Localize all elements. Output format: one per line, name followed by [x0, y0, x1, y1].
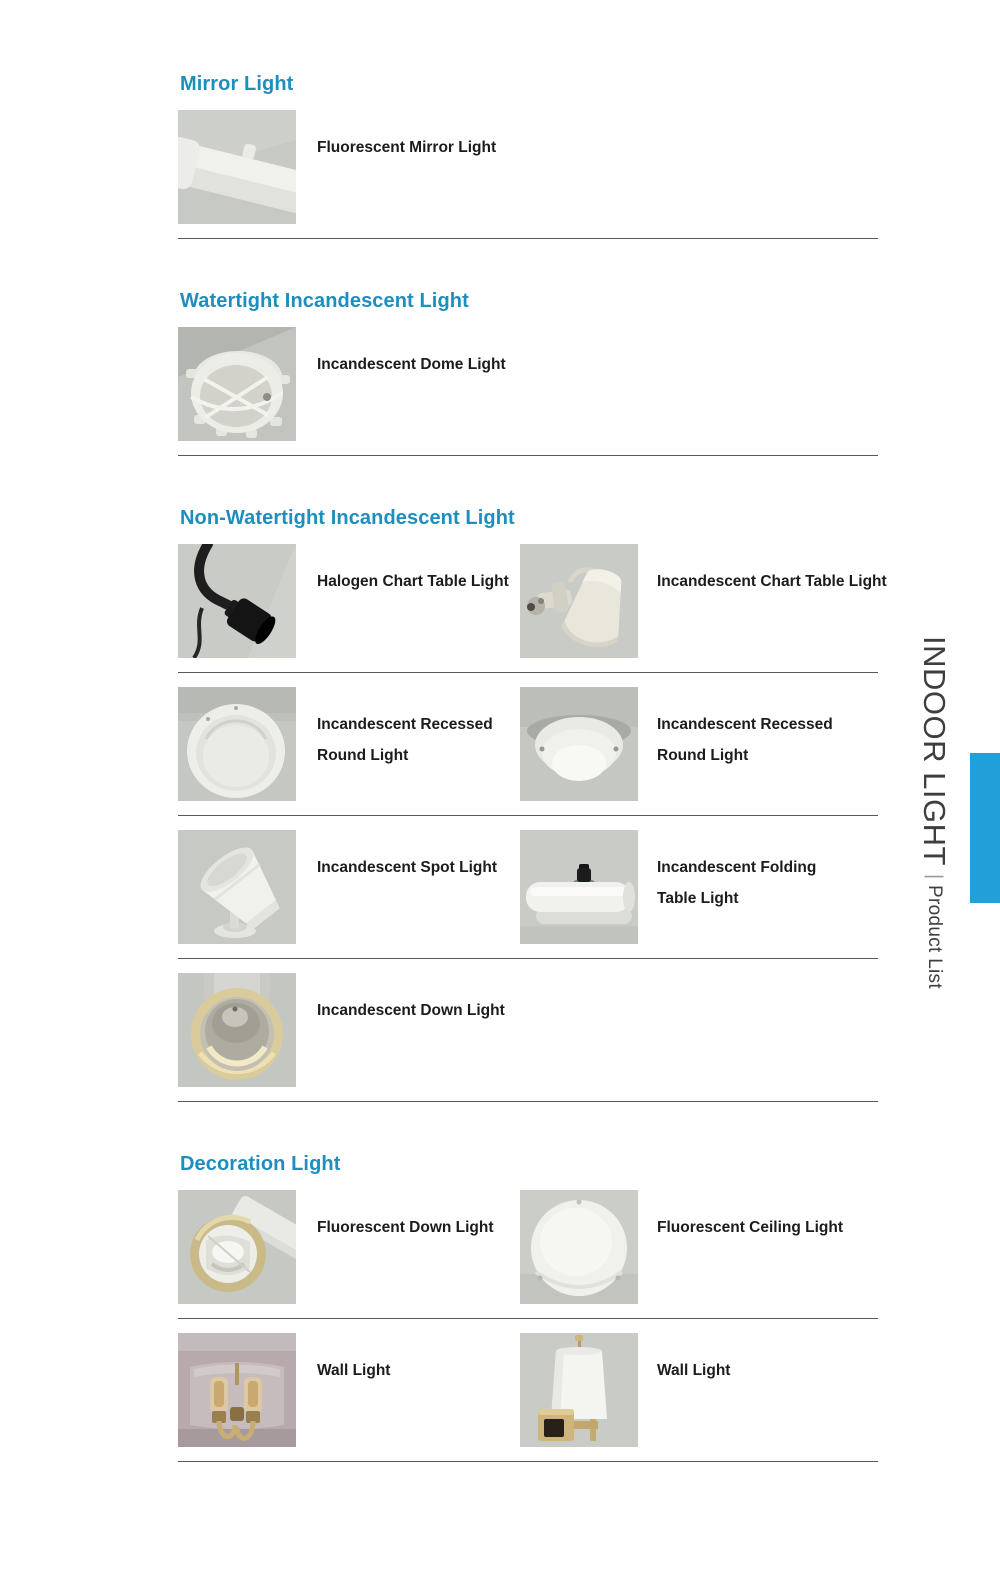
- product-name: [657, 566, 887, 597]
- incandescent-down-light-photo: [178, 973, 296, 1087]
- product-name: [657, 709, 887, 771]
- product-row: [178, 110, 878, 224]
- product-name: [317, 995, 522, 1026]
- product-row: [178, 1333, 878, 1447]
- edge-tab-category: INDOOR LIGHT: [917, 636, 952, 866]
- product-catalog: [178, 0, 887, 1462]
- product-name-line: Fluorescent Down Light: [317, 1219, 494, 1236]
- section-heading: Mirror Light: [180, 73, 294, 95]
- incandescent-recessed-round-light-a-photo: [178, 687, 296, 801]
- wall-light-sconce-photo: [178, 1333, 296, 1447]
- product-name-line: Incandescent Dome Light: [317, 356, 506, 373]
- product-row: [178, 1190, 878, 1304]
- row-divider: [178, 455, 878, 456]
- product-name-line: Incandescent Spot Light: [317, 859, 497, 876]
- fluorescent-mirror-light-photo: [178, 110, 296, 224]
- product-name: [317, 132, 522, 163]
- section-heading: Watertight Incandescent Light: [180, 290, 469, 312]
- section-heading: Non-Watertight Incandescent Light: [180, 507, 515, 529]
- accent-bar: [970, 753, 1000, 903]
- product-name: [657, 852, 887, 914]
- product-name-line: Wall Light: [317, 1362, 391, 1379]
- product-name: [317, 852, 522, 883]
- row-divider: [178, 672, 878, 673]
- product-row: [178, 327, 878, 441]
- product-name: [657, 1212, 887, 1243]
- product-row: [178, 830, 878, 944]
- product-row: [178, 973, 878, 1087]
- page-edge-tab: [916, 636, 952, 989]
- product-name-line: Incandescent Recessed: [317, 716, 493, 733]
- product-name-line: Fluorescent Ceiling Light: [657, 1219, 844, 1236]
- product-name-line: Fluorescent Mirror Light: [317, 139, 497, 156]
- product-name: [657, 1355, 887, 1386]
- section-heading: Decoration Light: [180, 1153, 341, 1175]
- product-name: [317, 709, 522, 771]
- row-divider: [178, 238, 878, 239]
- product-name-line: Halogen Chart Table Light: [317, 573, 509, 590]
- product-name-line: Incandescent Recessed: [657, 716, 833, 733]
- edge-tab-subtitle: Product List: [924, 885, 945, 990]
- edge-tab-separator: |: [923, 873, 946, 880]
- product-name-line: Incandescent Folding: [657, 859, 817, 876]
- product-name: [317, 1355, 522, 1386]
- product-name-line: Table Light: [657, 890, 739, 907]
- product-name: [317, 349, 522, 380]
- product-row: [178, 544, 887, 658]
- product-name: [317, 1212, 522, 1243]
- product-row: [178, 687, 878, 801]
- product-name: [317, 566, 522, 597]
- row-divider: [178, 1461, 878, 1462]
- product-name-line: Incandescent Down Light: [317, 1002, 505, 1019]
- incandescent-dome-light-photo: [178, 327, 296, 441]
- incandescent-folding-table-light-photo: [520, 830, 638, 944]
- halogen-chart-table-light-photo: [178, 544, 296, 658]
- product-name-line: Incandescent Chart Table Light: [657, 573, 887, 590]
- product-name-line: Round Light: [317, 747, 409, 764]
- row-divider: [178, 1318, 878, 1319]
- incandescent-recessed-round-light-b-photo: [520, 687, 638, 801]
- incandescent-spot-light-photo: [178, 830, 296, 944]
- fluorescent-down-light-photo: [178, 1190, 296, 1304]
- row-divider: [178, 1101, 878, 1102]
- row-divider: [178, 815, 878, 816]
- incandescent-chart-table-light-photo: [520, 544, 638, 658]
- wall-light-shade-photo: [520, 1333, 638, 1447]
- fluorescent-ceiling-light-photo: [520, 1190, 638, 1304]
- product-name-line: Wall Light: [657, 1362, 731, 1379]
- row-divider: [178, 958, 878, 959]
- product-name-line: Round Light: [657, 747, 749, 764]
